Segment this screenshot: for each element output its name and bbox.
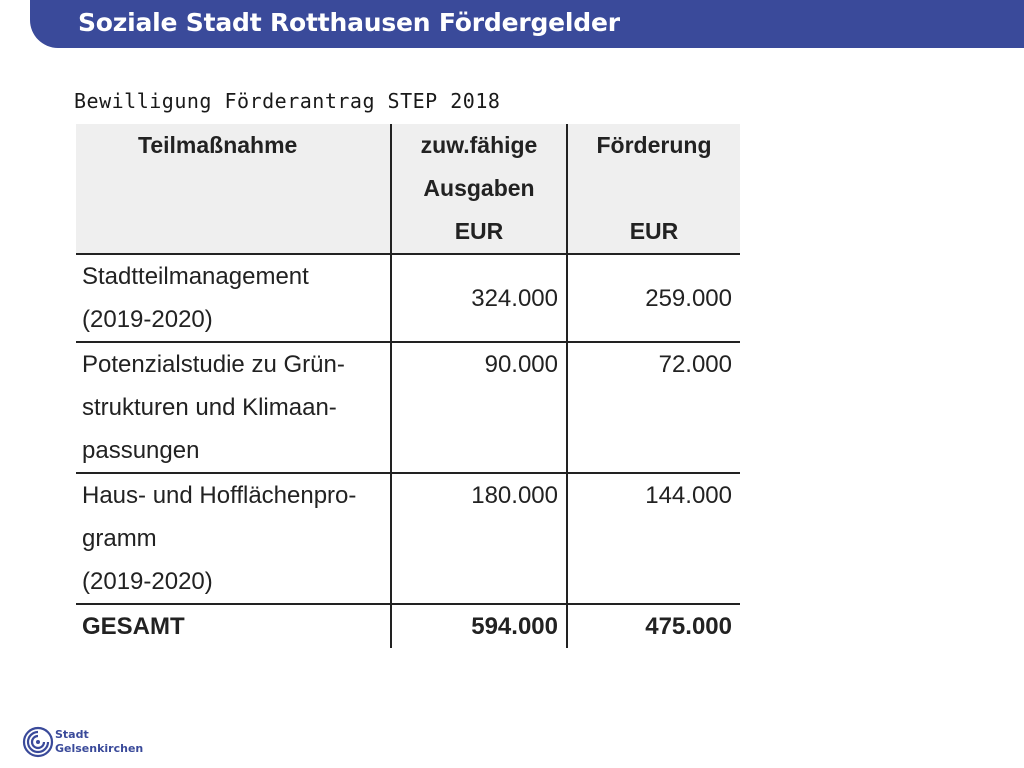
gelsenkirchen-logo bbox=[22, 724, 142, 764]
row-name: Haus- und Hofflächenpro- gramm (2019-2020) bbox=[76, 473, 391, 604]
total-foerderung: 475.000 bbox=[567, 604, 740, 648]
total-label: GESAMT bbox=[82, 613, 185, 640]
table-row bbox=[76, 342, 740, 473]
row-ausgaben: 180.000 bbox=[391, 473, 567, 604]
table-row bbox=[76, 473, 740, 604]
row-foerderung: 259.000 bbox=[567, 254, 740, 342]
table-row bbox=[76, 254, 740, 342]
row-ausgaben: 90.000 bbox=[391, 342, 567, 473]
table-header-row bbox=[76, 124, 740, 254]
funding-table bbox=[76, 124, 740, 648]
row-foerderung: 144.000 bbox=[567, 473, 740, 604]
row-foerderung: 72.000 bbox=[567, 342, 740, 473]
header-foerderung: Förderung EUR bbox=[567, 124, 740, 254]
header-teilmassnahme: Teilmaßnahme bbox=[76, 124, 391, 254]
funding-table-image bbox=[76, 124, 740, 640]
row-ausgaben: 324.000 bbox=[391, 254, 567, 342]
logo-line2: Gelsenkirchen bbox=[55, 742, 144, 755]
logo-line1: Stadt bbox=[55, 728, 89, 741]
slide-title: Soziale Stadt Rotthausen Fördergelder bbox=[78, 8, 620, 37]
city-emblem-icon bbox=[22, 724, 54, 760]
subtitle: Bewilligung Förderantrag STEP 2018 bbox=[74, 89, 501, 113]
total-ausgaben: 594.000 bbox=[391, 604, 567, 648]
table-total-row bbox=[76, 604, 740, 648]
row-name: Stadtteilmanagement (2019-2020) bbox=[76, 254, 391, 342]
row-name: Potenzialstudie zu Grün- strukturen und Klimaan- passungen bbox=[76, 342, 391, 473]
header-ausgaben: zuw.fähige Ausgaben EUR bbox=[391, 124, 567, 254]
